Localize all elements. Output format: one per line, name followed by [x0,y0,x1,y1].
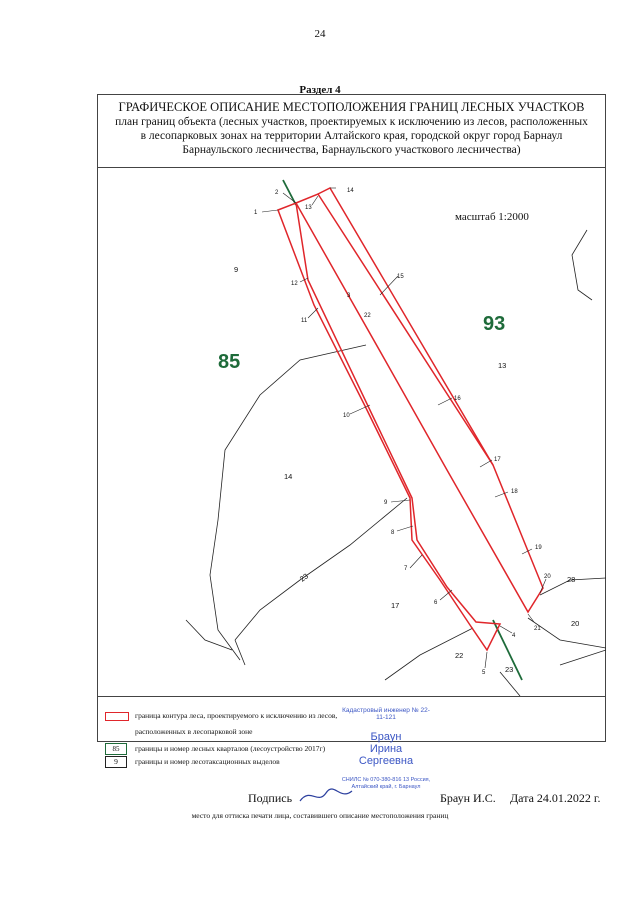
stamp-bottom-text: СНИЛС № 070-380-816 13 Россия, Алтайский край, г. Барнаул [341,777,431,790]
allotment-line-south-2 [500,672,520,696]
legend-item-2: границы и номер лесных кварталов (лесоустройство 2017г) [135,744,326,753]
signature-date: Дата 24.01.2022 г. [510,791,601,805]
point-label-13: 13 [305,205,312,211]
leader-17 [480,460,492,467]
leader-13 [312,196,318,205]
page-number: 24 [314,28,326,40]
point-label-10: 10 [343,413,350,419]
legend-allotment-swatch: 9 [105,756,127,768]
point-label-5: 5 [482,670,486,676]
point-label-6: 6 [434,600,438,606]
allotment-line-west [210,345,366,660]
legend-item-1: граница контура леса, проектируемого к исключению из лесов, [135,711,338,720]
point-label-21: 21 [534,626,541,632]
header-box [98,95,605,168]
forest-contour-strip [296,194,543,612]
allotment-line-east-2 [528,618,606,648]
point-label-2: 2 [275,190,279,196]
allotment-label-28: 28 [567,575,576,584]
point-label-18: 18 [511,489,518,495]
handwritten-signature [296,785,356,807]
forest-contour-boundaries [278,188,543,650]
signer-name: Браун И.С. [440,791,496,805]
signature-label: Подпись [248,791,293,805]
signature-note: место для оттиска печати лица, составившего описание местоположения границ [191,811,449,820]
point-label-11: 11 [301,318,308,324]
point-label-12: 12 [291,281,298,287]
point-label-1: 1 [254,210,258,216]
point-label-9: 9 [384,500,388,506]
legend-red-swatch [105,712,129,721]
point-label-14: 14 [347,188,354,194]
map-scale: масштаб 1:2000 [455,211,529,223]
point-label-15: 15 [397,274,404,280]
point-label-17: 17 [494,457,501,463]
point-label-3: 3 [347,293,351,299]
header-line-3: Барнаульского лесничества, Барнаульского участкового лесничества) [182,144,521,156]
leader-21 [528,614,534,622]
allotment-label-23: 23 [505,665,514,674]
allotment-label-22: 22 [455,651,464,660]
forest-contour-west [278,203,500,650]
quarter-boundary [283,180,522,680]
quarter-labels [218,313,505,373]
allotment-label-14: 14 [284,472,293,481]
allotment-line-sw2 [186,620,232,650]
point-label-19: 19 [535,545,542,551]
stamp-outer-text: Кадастровый инженер № 22-11-121 [342,707,430,721]
point-label-7: 7 [404,566,408,572]
stamp-name-1: Браун [370,731,402,743]
quarter-label-93: 93 [483,313,506,335]
leader-7 [410,555,422,568]
stamp-name-2: Ирина [369,743,403,755]
point-label-4: 4 [512,633,516,639]
allotment-line-23 [235,498,407,640]
legend [97,696,606,742]
leader-16 [438,398,452,405]
leader-5 [485,652,487,668]
point-label-22: 22 [364,313,371,319]
legend-quarter-swatch: 85 [105,743,127,755]
leader-2 [283,193,296,203]
leader-11 [308,308,318,318]
point-label-16: 16 [454,396,461,402]
legend-item-1b: расположенных в лесопарковой зоне [135,727,253,736]
allotment-label-17: 17 [391,601,400,610]
allotment-line-east-3 [560,650,606,665]
header-line-2: в лесопарковых зонах на территории Алтайского края, городской округ город Барнаул [140,130,563,142]
allotment-label-20: 20 [571,619,580,628]
header-line-1: план границ объекта (лесных участков, проектируемых к исключению из лесов, расположенных [115,116,588,128]
leader-8 [397,526,413,531]
point-label-8: 8 [391,530,395,536]
allotment-line-sw [235,640,245,665]
point-labels [254,188,551,676]
cadastral-map [97,167,606,696]
leader-9 [391,500,410,502]
allotment-line-ne [572,230,592,300]
allotment-label-23-line: 23 [297,571,310,584]
header-title: ГРАФИЧЕСКОЕ ОПИСАНИЕ МЕСТОПОЛОЖЕНИЯ ГРАНИЦ ЛЕСНЫХ УЧАСТКОВ [118,100,585,114]
leader-1 [262,210,278,212]
stamp-name-3: Сергеевна [358,755,414,767]
point-label-20: 20 [544,574,551,580]
section-title: Раздел 4 [299,84,341,96]
leader-4 [500,626,512,633]
allotment-label-9: 9 [234,265,239,274]
allotment-label-13: 13 [498,361,507,370]
quarter-label-85: 85 [218,351,241,373]
legend-item-3: границы и номер лесотаксационных выделов [135,757,280,766]
